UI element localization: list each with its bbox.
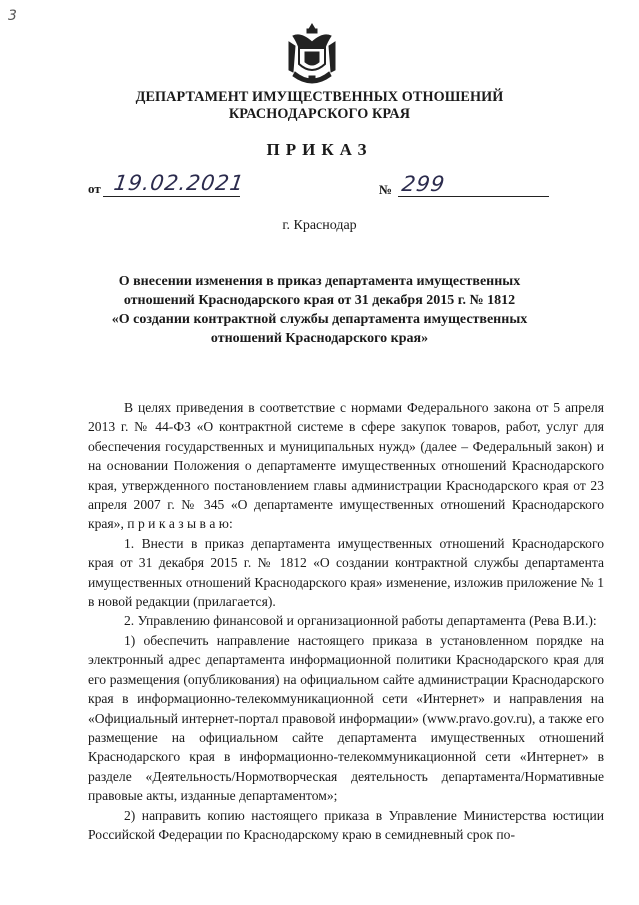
subject-line1: О внесении изменения в приказ департамента имущественных bbox=[118, 274, 521, 289]
department-name-line2: КРАСНОДАРСКОГО КРАЯ bbox=[228, 106, 411, 122]
coat-of-arms-emblem bbox=[285, 22, 339, 84]
document-type-title: ПРИКАЗ bbox=[266, 140, 373, 159]
handwritten-date: 19.02.2021 bbox=[112, 171, 246, 195]
date-underline bbox=[103, 196, 240, 197]
order-body bbox=[88, 398, 604, 844]
page-number: 3 bbox=[8, 8, 17, 24]
item-1-paragraph: 1. Внести в приказ департамента имущественных отношений Краснодарского края от 31 декабря 2015 г. № 1812 «О создании контрактной службы департамента имущественных отношений Краснодарского края» изменение, изложив приложение № 1 в новой редакции (прилагается). bbox=[88, 535, 604, 610]
subject-line3: «О создании контрактной службы департамента имущественных bbox=[111, 312, 528, 327]
item-2-paragraph: 2. Управлению финансовой и организационной работы департамента (Рева В.И.): bbox=[124, 613, 597, 629]
item-2-1-paragraph: 1) обеспечить направление настоящего приказа в установленном порядке на электронный адрес департамента информационной политики Краснодарского края для его размещения (опубликования) на официальном сайте администрации Краснодарского края в информационно-телекоммуникационной сети «Интернет» и направления на «Официальный интернет-портал правовой информации» (www.pravo.gov.ru), а также его размещение на официальном сайте департамента имущественных отношений Краснодарского края в информационно-телекоммуникационной сети «Интернет» в разделе «Деятельность/Нормотворческая деятельность департамента/Нормативные правовые акты, изданные департаментом»; bbox=[88, 632, 604, 804]
number-label: № bbox=[379, 182, 393, 197]
subject-line4: отношений Краснодарского края» bbox=[210, 331, 429, 346]
handwritten-number: 299 bbox=[400, 172, 447, 196]
preamble-paragraph: В целях приведения в соответствие с нормами Федерального закона от 5 апреля 2013 г. № 44-ФЗ «О контрактной системе в сфере закупок товаров, работ, услуг для обеспечения государственных и муниципальных нужд» (далее – Федеральный закон) и на основании Положения о департаменте имущественных отношений Краснодарского края, утвержденного постановлением главы администрации Краснодарского края от 23 апреля 2007 г. № 345 «О департаменте имущественных отношений Краснодарского края», п р и к а з ы в а ю: bbox=[88, 400, 604, 532]
item-2-2-paragraph: 2) направить копию настоящего приказа в Управление Министерства юстиции Российской Федерации по Краснодарскому краю в семидневный срок по- bbox=[88, 807, 604, 842]
city-line: г. Краснодар bbox=[282, 218, 357, 233]
date-label: от bbox=[88, 181, 101, 196]
number-underline bbox=[398, 196, 549, 197]
department-name-line1: ДЕПАРТАМЕНТ ИМУЩЕСТВЕННЫХ ОТНОШЕНИЙ bbox=[135, 89, 504, 105]
subject-line2: отношений Краснодарского края от 31 декабря 2015 г. № 1812 bbox=[123, 293, 516, 308]
